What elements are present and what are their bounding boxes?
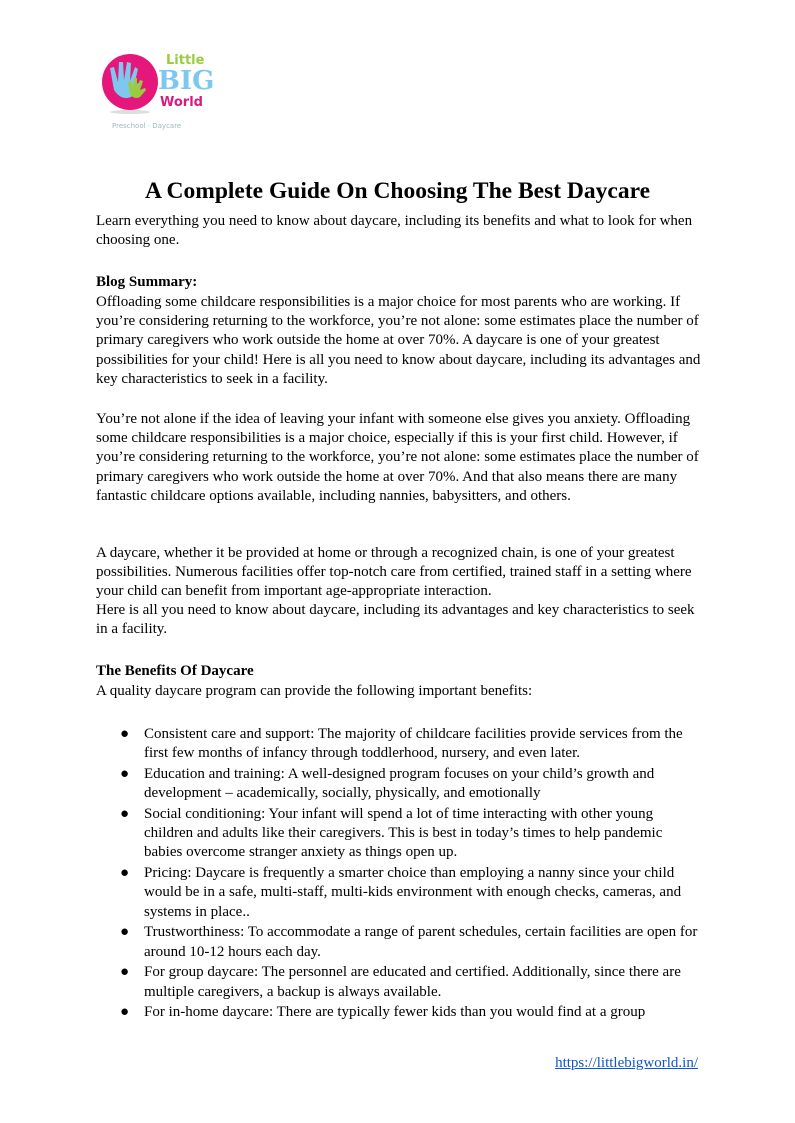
svg-text:Little: Little <box>166 53 205 68</box>
list-item <box>96 1003 702 1022</box>
list-item-text: Pricing: Daycare is frequently a smarter choice than employing a nanny since your child would be in a safe, multi-staff, multi-kids environment with enough checks, cameras, and systems in place.. <box>144 865 682 920</box>
list-item-text: For in-home daycare: There are typically fewer kids than you would find at a group <box>144 1004 646 1021</box>
benefits-list <box>96 725 702 1024</box>
bullet-icon: ● <box>120 964 130 981</box>
bullet-icon: ● <box>120 924 130 941</box>
list-item <box>96 725 702 763</box>
benefits-intro: A quality daycare program can provide the following important benefits: <box>96 683 533 699</box>
page-title: A Complete Guide On Choosing The Best Daycare <box>144 177 651 204</box>
list-item <box>96 963 702 1001</box>
paragraph-1: You’re not alone if the idea of leaving your infant with someone else gives you anxiety. Offloading some childcare responsibilities is a major choice, especially if this is your first child. However, if you’re considering returning to the workforce, you’re not alone: some estimates place the number of primary caregivers who work outside the home at over 70%. And that also means there are many fantastic childcare options available, including nannies, babysitters, and others. <box>96 411 699 504</box>
website-link[interactable]: https://littlebigworld.in/ <box>555 1055 698 1071</box>
paragraph-2: A daycare, whether it be provided at home or through a recognized chain, is one of your greatest possibilities. Numerous facilities offer top-notch care from certified, trained staff in a setting where your child can benefit from important age-appropriate interaction. <box>96 545 692 600</box>
svg-text:BIG: BIG <box>158 66 215 96</box>
summary-heading: Blog Summary: <box>96 274 198 290</box>
list-item <box>96 923 702 961</box>
bullet-icon: ● <box>120 726 130 742</box>
list-item-text: For group daycare: The personnel are educated and certified. Additionally, since there are multiple caregivers, a backup is always available. <box>144 964 681 1000</box>
list-item-text: Education and training: A well-designed program focuses on your child’s growth and development – academically, socially, physically, and emotionally <box>144 766 655 802</box>
benefits-heading: The Benefits Of Daycare <box>96 663 254 679</box>
list-item-text: Trustworthiness: To accommodate a range of parent schedules, certain facilities are open for around 10-12 hours each day. <box>144 924 698 960</box>
list-item <box>96 864 702 922</box>
list-item <box>96 805 702 863</box>
intro-paragraph: Learn everything you need to know about daycare, including its benefits and what to look for when choosing one. <box>96 213 693 249</box>
svg-text:Preschool · Daycare: Preschool · Daycare <box>112 122 182 130</box>
list-item <box>96 765 702 803</box>
little-big-world-logo <box>100 50 225 135</box>
bullet-icon: ● <box>120 1004 130 1021</box>
paragraph-3: Here is all you need to know about daycare, including its advantages and key characteristics to seek in a facility. <box>96 602 695 638</box>
list-item-text: Consistent care and support: The majority of childcare facilities provide services from the first few months of infancy through toddlerhood, nursery, and even later. <box>144 726 683 762</box>
bullet-icon: ● <box>120 806 130 822</box>
svg-text:World: World <box>160 95 203 110</box>
bullet-icon: ● <box>120 766 130 782</box>
summary-paragraph: Offloading some childcare responsibilities is a major choice for most parents who are working. If you’re considering returning to the workforce, you’re not alone: some estimates place the number of primary caregivers who work outside the home at over 70%. A daycare is one of your greatest possibilities for your child! Here is all you need to know about daycare, including its advantages and key characteristics to seek in a facility. <box>96 294 701 387</box>
list-item-text: Social conditioning: Your infant will spend a lot of time interacting with other young children and adults like their caregivers. This is best in today’s times to help pandemic babies overcome stranger anxiety as things open up. <box>144 806 663 861</box>
bullet-icon: ● <box>120 865 130 882</box>
